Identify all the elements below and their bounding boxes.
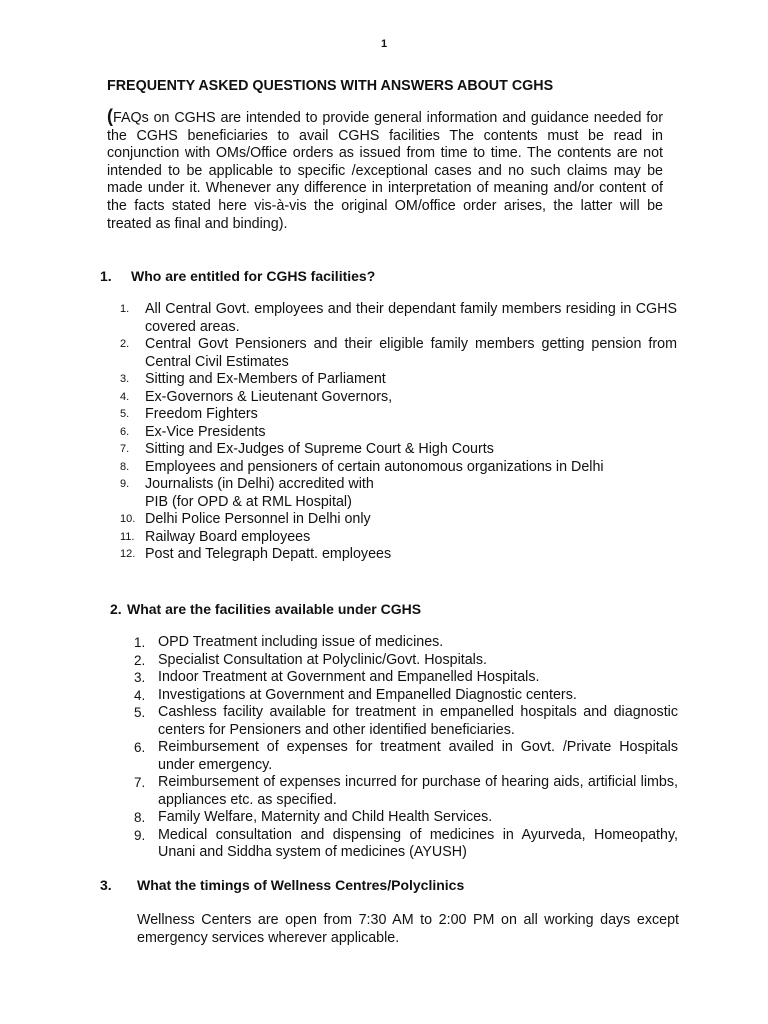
list-item (145, 494, 677, 512)
list-item-number: 4. (134, 687, 146, 703)
question-3-number: 3. (100, 877, 112, 893)
list-item-number: 6. (134, 740, 146, 755)
list-item-number: 5. (134, 705, 146, 720)
list-item-number: 9. (134, 827, 146, 843)
list-item (120, 336, 677, 371)
list-item-text: Delhi Police Personnel in Delhi only (145, 511, 371, 527)
list-item-text: Family Welfare, Maternity and Child Health Services. (158, 809, 493, 825)
intro-open-paren: ( (107, 106, 113, 126)
list-item (134, 704, 678, 739)
list-item-text: Specialist Consultation at Polyclinic/Govt. Hospitals. (158, 651, 487, 668)
list-item-number: 2. (120, 338, 130, 350)
list-item-text: Ex-Vice Presidents (145, 423, 266, 440)
list-item-number: 3. (134, 670, 146, 685)
list-item-text: Reimbursement of expenses incurred for purchase of hearing aids, artificial limbs, appliances etc. as specified. (158, 774, 678, 808)
question-3-heading (100, 877, 464, 895)
list-item-text: Sitting and Ex-Members of Parliament (145, 371, 386, 387)
list-item (120, 511, 677, 529)
list-item-text: Reimbursement of expenses for treatment availed in Govt. /Private Hospitals under emergency. (158, 739, 678, 773)
list-item-text: Railway Board employees (145, 528, 311, 545)
list-item-number: 7. (134, 775, 146, 790)
list-item (134, 669, 678, 687)
intro-text: FAQs on CGHS are intended to provide general information and guidance needed for the CGHS beneficiaries to avail CGHS facilities The contents must be read in conjunction with OMs/Office orders as issued from time to time. The contents are not intended to be applicable to specific /exceptional cases and no such claims may be made under it. Whenever any difference in interpretation of meaning and/or content of the facts stated here vis-à-vis the original OM/office order arises, the latter will be treated as final and binding). (107, 110, 663, 232)
list-item-number: 8. (134, 810, 146, 825)
list-item (120, 423, 677, 442)
list-item-text: Investigations at Government and Empanelled Diagnostic centers. (158, 686, 577, 703)
list-item-text: Post and Telegraph Depatt. employees (145, 546, 392, 562)
list-item (120, 371, 677, 389)
list-item-text: OPD Treatment including issue of medicines. (158, 634, 444, 650)
list-item-number: 5. (120, 408, 130, 420)
list-item-text: Freedom Fighters (145, 406, 258, 422)
list-item (134, 686, 678, 705)
question-1-list (120, 301, 677, 564)
list-item-number: 10. (120, 513, 136, 525)
question-2-text: What are the facilities available under CGHS (127, 601, 422, 617)
list-item-number: 12. (120, 548, 136, 560)
intro-paragraph (107, 108, 663, 233)
question-2-number: 2. (110, 601, 122, 617)
question-3-text: What the timings of Wellness Centres/Polyclinics (137, 877, 465, 893)
list-item-text: Ex-Governors & Lieutenant Governors, (145, 388, 393, 405)
list-item (120, 406, 677, 424)
question-2-heading (110, 601, 421, 619)
list-item-number: 9. (120, 478, 130, 490)
list-item (120, 546, 677, 564)
list-item-text: All Central Govt. employees and their dependant family members residing in CGHS covered areas. (145, 301, 677, 335)
list-item-text: Employees and pensioners of certain autonomous organizations in Delhi (145, 458, 604, 475)
list-item-text: Sitting and Ex-Judges of Supreme Court & High Courts (145, 441, 494, 457)
list-item-text: Medical consultation and dispensing of medicines in Ayurveda, Homeopathy, Unani and Siddha system of medicines (AYUSH) (158, 826, 678, 860)
list-item-number: 1. (134, 635, 146, 650)
question-1-text: Who are entitled for CGHS facilities? (131, 268, 376, 284)
question-1-heading (100, 268, 375, 286)
page-number: 1 (380, 38, 388, 50)
list-item (120, 388, 677, 407)
list-item-text: PIB (for OPD & at RML Hospital) (145, 493, 352, 510)
list-item-number: 2. (134, 652, 146, 668)
list-item-number: 6. (120, 425, 130, 438)
list-item-text: Cashless facility available for treatment in empanelled hospitals and diagnostic centers for Pensioners and other identified beneficiaries. (158, 704, 678, 738)
list-item-number: 8. (120, 460, 130, 473)
list-item-number: 11. (120, 530, 135, 543)
list-item (120, 476, 677, 494)
list-item-number: 1. (120, 303, 130, 315)
list-item (120, 528, 677, 547)
list-item-number: 7. (120, 443, 130, 455)
question-1-number: 1. (100, 268, 112, 284)
list-item (134, 651, 678, 670)
document-title: FREQUENTY ASKED QUESTIONS WITH ANSWERS ABOUT CGHS (107, 78, 554, 94)
list-item (134, 634, 678, 652)
list-item (134, 809, 678, 827)
list-item (134, 774, 678, 809)
list-item-text: Indoor Treatment at Government and Empanelled Hospitals. (158, 669, 540, 685)
list-item-text: Journalists (in Delhi) accredited with (145, 476, 374, 492)
list-item (134, 826, 678, 862)
list-item (120, 301, 677, 336)
list-item (120, 441, 677, 459)
list-item-text: Central Govt Pensioners and their eligible family members getting pension from Central Civil Estimates (145, 336, 677, 370)
question-3-answer: Wellness Centers are open from 7:30 AM to 2:00 PM on all working days except emergency services wherever applicable. (137, 912, 679, 946)
list-item (120, 458, 677, 477)
list-item-number: 4. (120, 390, 130, 403)
question-2-list (134, 634, 678, 862)
list-item-number: 3. (120, 373, 130, 385)
list-item (134, 739, 678, 774)
